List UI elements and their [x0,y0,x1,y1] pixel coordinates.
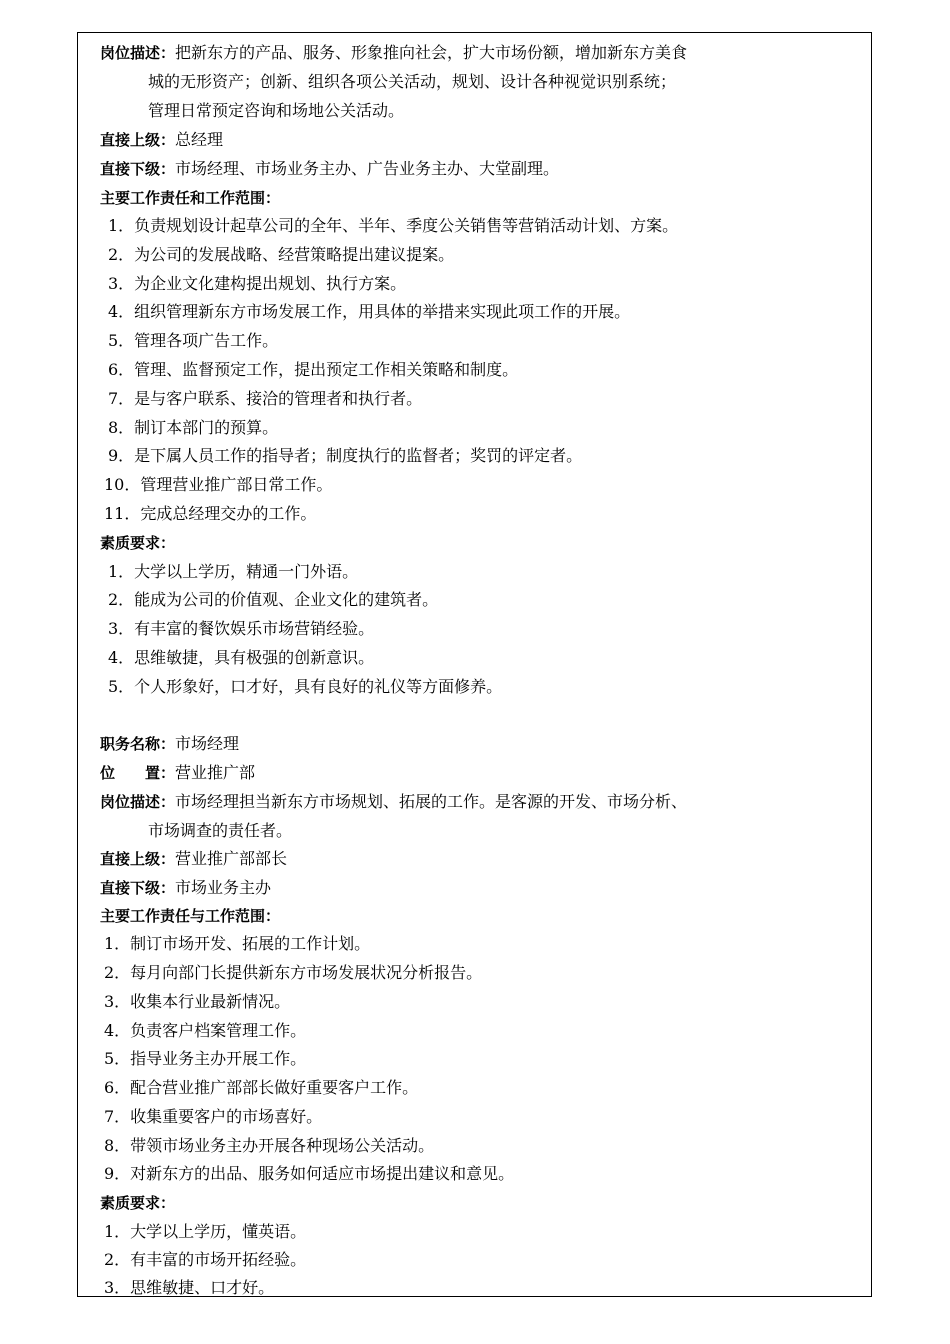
s1-superior-label: 直接上级： [100,131,176,149]
s2-duty-item: 3．收集本行业最新情况。 [104,992,291,1011]
s2-duty-item: 7．收集重要客户的市场喜好。 [104,1107,323,1126]
s1-subordinate [100,159,559,179]
s2-superior-value: 营业推广部部长 [175,849,288,868]
s1-req-item: 5．个人形象好，口才好，具有良好的礼仪等方面修养。 [108,677,503,696]
s2-desc-label: 岗位描述： [100,793,176,811]
s1-superior-value: 总经理 [175,130,224,149]
s2-duty-item: 8．带领市场业务主办开展各种现场公关活动。 [104,1136,435,1155]
s1-desc-line-1 [100,43,687,63]
s2-duty-item: 4．负责客户档案管理工作。 [104,1021,307,1040]
s1-superior [100,130,223,150]
s2-title-value: 市场经理 [175,734,240,753]
s2-duty-item: 2．每月向部门长提供新东方市场发展状况分析报告。 [104,963,483,982]
s1-duty-item: 6．管理、监督预定工作，提出预定工作相关策略和制度。 [108,360,519,379]
s1-desc-line-2: 城的无形资产；创新、组织各项公关活动，规划、设计各种视觉识别系统； [148,72,677,91]
s2-req-item: 3．思维敏捷、口才好。 [104,1278,275,1297]
s2-superior-label: 直接上级： [100,850,176,868]
s1-duty-item: 1．负责规划设计起草公司的全年、半年、季度公关销售等营销活动计划、方案。 [108,216,679,235]
s2-req-item: 1．大学以上学历，懂英语。 [104,1222,307,1241]
s2-duty-item: 5．指导业务主办开展工作。 [104,1049,307,1068]
s2-subordinate-label: 直接下级： [100,879,176,897]
s2-duty-item: 6．配合营业推广部部长做好重要客户工作。 [104,1078,419,1097]
s2-subordinate-value: 市场业务主办 [175,878,272,897]
s1-req-item: 2．能成为公司的价值观、企业文化的建筑者。 [108,590,439,609]
s1-duty-item: 7．是与客户联系、接洽的管理者和执行者。 [108,389,423,408]
s1-duty-item: 2．为公司的发展战略、经营策略提出建议提案。 [108,245,455,264]
s2-req-heading: 素质要求： [100,1194,176,1212]
s1-duty-item: 8．制订本部门的预算。 [108,418,279,437]
s1-req-item: 1．大学以上学历，精通一门外语。 [108,562,359,581]
s1-duty-item: 3．为企业文化建构提出规划、执行方案。 [108,274,407,293]
s1-duty-item: 4．组织管理新东方市场发展工作，用具体的举措来实现此项工作的开展。 [108,302,631,321]
s2-title-label: 职务名称： [100,735,176,753]
s1-req-item: 4．思维敏捷，具有极强的创新意识。 [108,648,375,667]
s2-desc-line-1 [100,792,687,812]
s2-position [100,763,255,783]
s2-desc-line-2: 市场调查的责任者。 [148,821,293,840]
s1-duties-heading: 主要工作责任和工作范围： [100,189,281,207]
s2-desc-text-1: 市场经理担当新东方市场规划、拓展的工作。是客源的开发、市场分析、 [175,792,688,811]
s1-desc-text-1: 把新东方的产品、服务、形象推向社会，扩大市场份额，增加新东方美食 [175,43,688,62]
s1-req-heading: 素质要求： [100,534,176,552]
s2-req-item: 2．有丰富的市场开拓经验。 [104,1250,307,1269]
s2-duty-item: 1．制订市场开发、拓展的工作计划。 [104,934,371,953]
s1-req-item: 3．有丰富的餐饮娱乐市场营销经验。 [108,619,375,638]
s1-duty-item: 11．完成总经理交办的工作。 [104,504,317,523]
s1-duty-item: 5．管理各项广告工作。 [108,331,279,350]
s1-duty-item: 9．是下属人员工作的指导者；制度执行的监督者；奖罚的评定者。 [108,446,583,465]
s2-position-value: 营业推广部 [175,763,256,782]
s2-position-label: 位 置： [100,764,176,782]
s2-subordinate [100,878,271,898]
s1-subordinate-value: 市场经理、市场业务主办、广告业务主办、大堂副理。 [175,159,560,178]
s1-desc-label: 岗位描述： [100,44,176,62]
s2-duty-item: 9．对新东方的出品、服务如何适应市场提出建议和意见。 [104,1164,515,1183]
s2-duties-heading: 主要工作责任与工作范围： [100,907,281,925]
s2-superior [100,849,287,869]
s2-title [100,734,239,754]
s1-subordinate-label: 直接下级： [100,160,176,178]
s1-duty-item: 10．管理营业推广部日常工作。 [104,475,333,494]
s1-desc-line-3: 管理日常预定咨询和场地公关活动。 [148,101,405,120]
